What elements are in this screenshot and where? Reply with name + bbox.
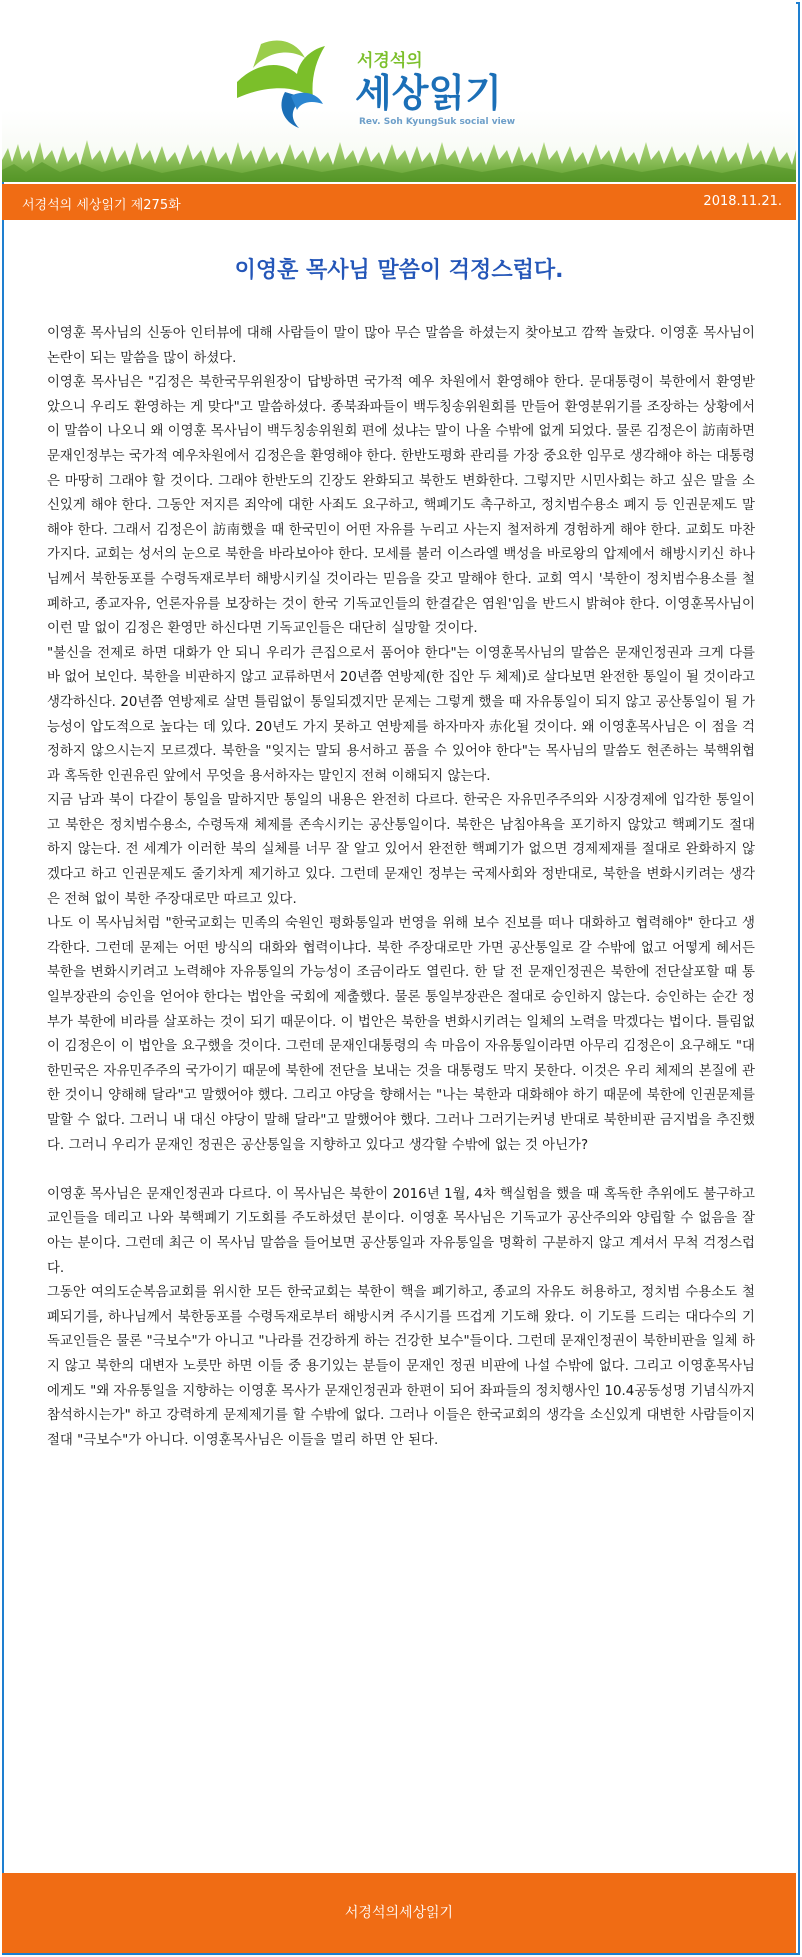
header-banner [2,2,796,182]
date-label: 2018.11.21. [703,194,782,209]
paragraph-1: 이영훈 목사님의 신동아 인터뷰에 대해 사람들이 말이 많아 무슨 말씀을 하셨는지 찾아보고 깜짝 놀랐다. 이영훈 목사님이 논란이 되는 말씀을 많이 하셨다. [47,326,755,366]
svg-text:Rev. Soh KyungSuk social view: Rev. Soh KyungSuk social view [359,117,516,127]
svg-text:서경석의: 서경석의 [357,51,423,71]
series-label: 서경석의 세상읽기 제275화 [22,198,181,213]
logo [227,32,587,142]
paragraph-4: 지금 남과 북이 다같이 통일을 말하지만 통일의 내용은 완전히 다르다. 한국은 자유민주주의와 시장경제에 입각한 통일이고 북한은 정치범수용소, 수령독재 체제를 존속시키는 공산통일이다. 북한은 남침야욕을 포기하지 않았고 핵폐기도 절대 하지 않는다. 전 세계가 이러한 북의 실체를 너무 잘 알고 있어서 완전한 핵폐기가 없으면 경제제재를 절대로 완화하지 않겠다고 하고 인권문제도 줄기차게 제기하고 있다. 그런데 문재인 정부는 국제사회와 정반대로, 북한을 변화시키려는 생각은 전혀 없이 북한 주장대로만 따르고 있다. [47,793,755,907]
paragraph-6: 이영훈 목사님은 문재인정권과 다르다. 이 목사님은 북한이 2016년 1월, 4차 핵실험을 했을 때 혹독한 추위에도 불구하고 교인들을 데리고 나와 북핵폐기 기도회를 주도하셨던 분이다. 이영훈 목사님은 기독교가 공산주의와 양립할 수 없음을 잘 아는 분이다. 그런데 최근 이 목사님 말씀을 들어보면 공산통일과 자유통일을 명확히 구분하지 않고 계셔서 무척 걱정스럽다. [47,1186,755,1276]
svg-text:세상읽기: 세상읽기 [355,71,502,115]
paragraph-5: 나도 이 목사님처럼 "한국교회는 민족의 숙원인 평화통일과 번영을 위해 보수 진보를 떠나 대화하고 협력해야" 한다고 생각한다. 그런데 문제는 어떤 방식의 대화와 협력이냐다. 북한 주장대로만 가면 공산통일로 갈 수밖에 없고 어떻게 헤서든 북한을 변화시키려고 노력해야 자유통일의 가능성이 조금이라도 열린다. 한 달 전 문재인정권은 북한에 전단살포할 때 통일부장관의 승인을 얻어야 한다는 법안을 국회에 제출했다. 물론 통일부장관은 절대로 승인하지 않는다. 승인하는 순간 정부가 북한에 비라를 살포하는 것이 되기 때문이다. 이 법안은 북한을 변화시키려는 일체의 노력을 막겠다는 법이다. 틀림없이 김정은이 이 법안을 요구했을 것이다. 그런데 문재인대통령의 속 마음이 자유통일이라면 아무리 김정은이 요구해도 "대한민국은 자유민주주의 국가이기 때문에 북한에 전단을 보내는 것을 대통령도 막지 못한다. 이것은 우리 체제의 본질에 관한 것이니 양해해 달라"고 말했어야 했다. 그리고 야당을 향해서는 "나는 북한과 대화해야 하기 때문에 북한에 인권문제를 말할 수 없다. 그러니 내 대신 야당이 말해 달라"고 말했어야 했다. 그러나 그러기는커녕 반대로 북한비판 금지법을 추진했다. 그러니 우리가 문재인 정권은 공산통일을 지향하고 있다고 생각할 수밖에 없는 것 아닌가? [47,916,755,1153]
paragraph-7: 그동안 여의도순복음교회를 위시한 모든 한국교회는 북한이 핵을 폐기하고, 종교의 자유도 허용하고, 정치범 수용소도 철폐되기를, 하나님께서 북한동포를 수령독재로부터 해방시켜 주시기를 뜨겁게 기도해 왔다. 이 기도를 드리는 대다수의 기독교인들은 물론 "극보수"가 아니고 "나라를 건강하게 하는 건강한 보수"들이다. 그런데 문재인정권이 북한비판을 일체 하지 않고 북한의 대변자 노릇만 하면 이들 중 용기있는 분들이 문재인 정권 비판에 나설 수밖에 없다. 그리고 이영훈목사님에게도 "왜 자유통일을 지향하는 이영훈 목사가 문재인정권과 한편이 되어 좌파들의 정치행사인 10.4공동성명 기념식까지 참석하시는가" 하고 강력하게 문제제기를 할 수밖에 없다. 그러나 이들은 한국교회의 생각을 소신있게 대변한 사람들이지 절대 "극보수"가 아니다. 이영훈목사님은 이들을 멀리 하면 안 된다. [47,1285,755,1448]
paragraph-2: 이영훈 목사님은 "김정은 북한국무위원장이 답방하면 국가적 예우 차원에서 환영해야 한다. 문대통령이 북한에서 환영받았으니 우리도 환영하는 게 맞다"고 말씀하셨다. 종북좌파들이 백두칭송위원회를 만들어 환영분위기를 조장하는 상황에서 이 말씀이 나오니 왜 이영훈 목사님이 백두칭송위원회 편에 섰냐는 말이 나올 수밖에 없게 되었다. 물론 김정은이 訪南하면 문재인정부는 국가적 예우차원에서 김정은을 환영해야 한다. 한반도평화 관리를 가장 중요한 임무로 생각해야 하는 대통령은 마땅히 그래야 할 것이다. 그래야 한반도의 긴장도 완화되고 북한도 변화한다. 그렇지만 시민사회는 하고 싶은 말을 소신있게 해야 한다. 그동안 저지른 죄악에 대한 사죄도 요구하고, 핵폐기도 촉구하고, 정치범수용소 폐지 등 인권문제도 말해야 한다. 그래서 김정은이 訪南했을 때 한국민이 어떤 자유를 누리고 사는지 철저하게 경험하게 해야 한다. 교회도 마찬가지다. 교회는 성서의 눈으로 북한을 바라보아야 한다. 모세를 불러 이스라엘 백성을 바로왕의 압제에서 해방시키신 하나님께서 북한동포를 수령독재로부터 해방시키실 것이라는 믿음을 갖고 말해야 한다. 교회 역시 '북한이 정치범수용소를 철폐하고, 종교자유, 언론자유를 보장하는 것이 한국 기독교인들의 한결같은 염원'임을 반드시 밝혀야 한다. 이영훈목사님이 이런 말 없이 김정은 환영만 하신다면 기독교인들은 대단히 실망할 것이다. [47,375,755,637]
footer-bar [2,1873,796,1953]
paragraph-3: "불신을 전제로 하면 대화가 안 되니 우리가 큰집으로서 품어야 한다"는 이영훈목사님의 말씀은 문재인정권과 크게 다를 바 없어 보인다. 북한을 비판하지 않고 교류하면서 20년쯤 연방제(한 집안 두 체제)로 살다보면 완전한 통일이 될 것이라고 생각하신다. 20년쯤 연방제로 살면 틀림없이 통일되겠지만 문제는 그렇게 했을 때 자유통일이 되지 않고 공산통일이 될 가능성이 압도적으로 높다는 데 있다. 20년도 가지 못하고 연방제를 하자마자 赤化될 것이다. 왜 이영훈목사님은 이 점을 걱정하지 않으시는지 모르겠다. 북한을 "잊지는 말되 용서하고 품을 수 있어야 한다"는 목사님의 말씀도 현존하는 북핵위협과 혹독한 인권유린 앞에서 무엇을 용서하자는 말인지 전혀 이해되지 않는다. [47,645,755,784]
article-title: 이영훈 목사님 말씀이 걱정스럽다. [234,258,564,283]
footer-label: 서경석의세상읽기 [344,1905,454,1921]
series-bar [2,184,796,220]
logo-book-icon [237,40,325,128]
article-body [47,322,755,1453]
